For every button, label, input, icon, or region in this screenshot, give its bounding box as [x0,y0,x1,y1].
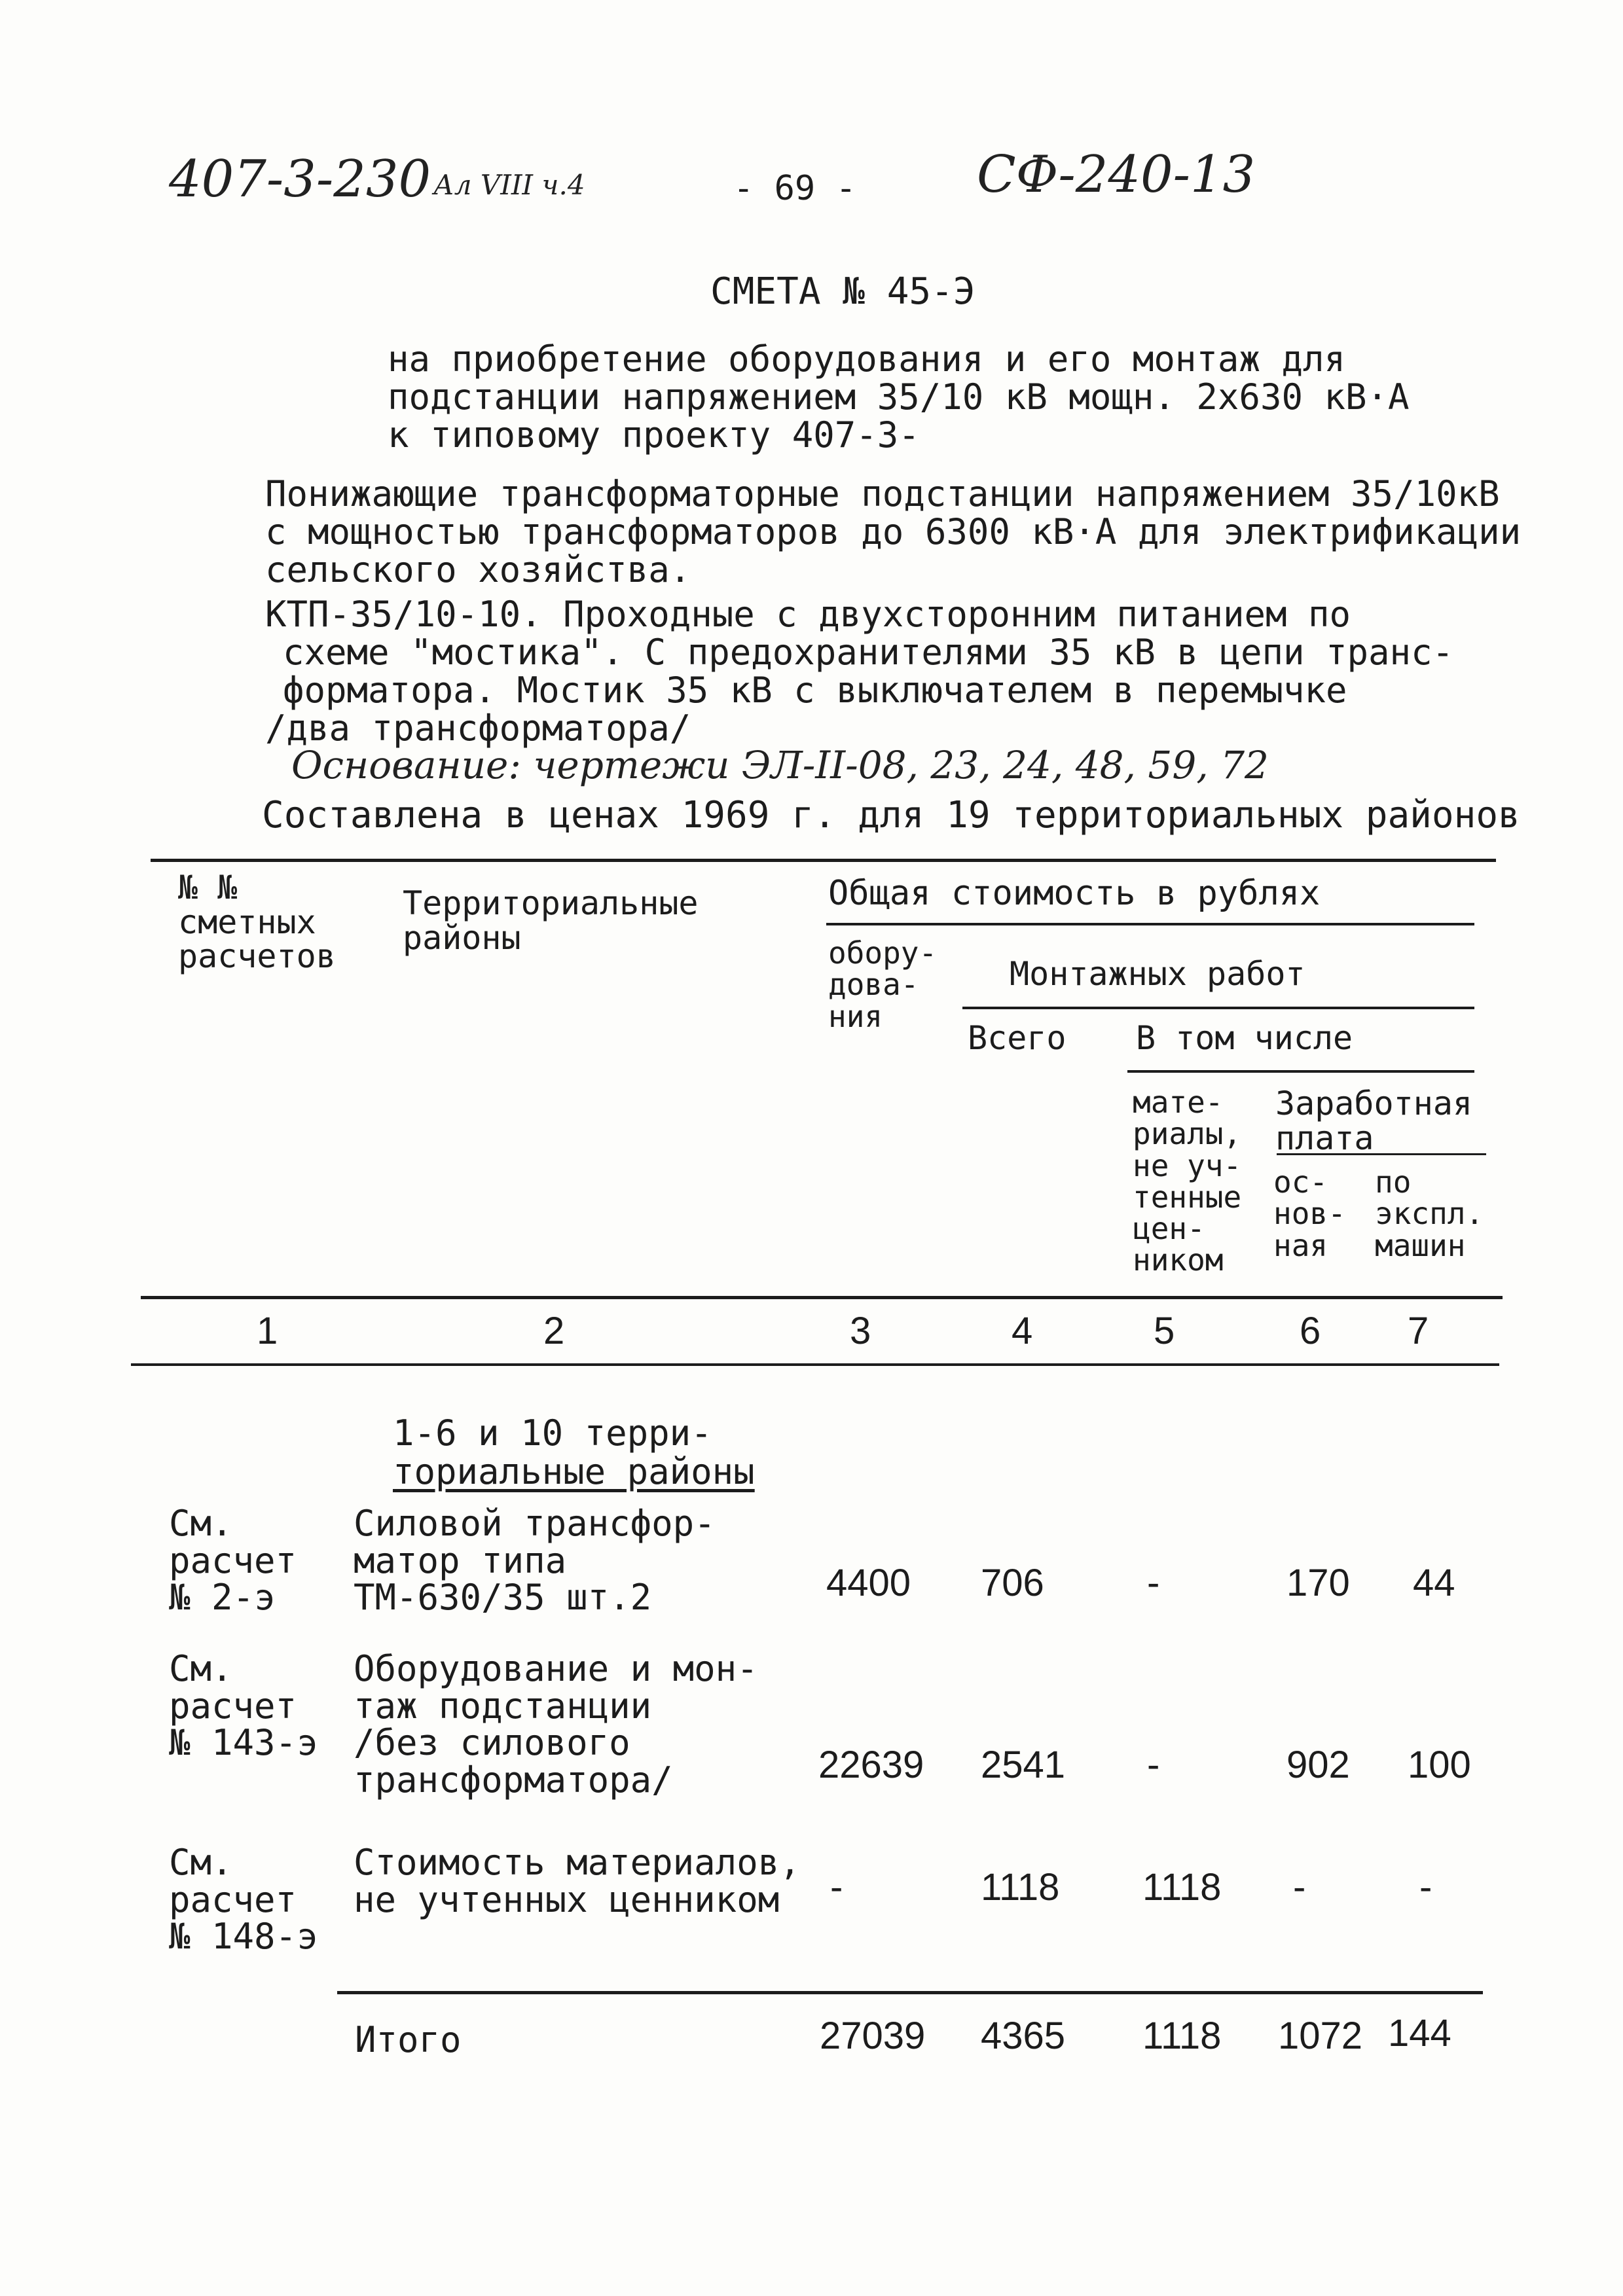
header-basic: ос- нов- ная [1273,1164,1346,1263]
row-name: Стоимость материалов, не учтенных ценником [354,1842,801,1920]
cell-equipment: 4400 [826,1562,911,1604]
subtitle-line-2: подстанции напряжением 35/10 кВ мощн. 2х630 кВ·А [388,376,1410,418]
section-title: 1-6 и 10 терри- ториальные районы [393,1412,755,1493]
header-including: В том числе [1136,1019,1353,1057]
basis-note: Основание: чертежи ЭЛ-II-08, 23, 24, 48, 59, 72 [291,743,1269,787]
prices-note: Составлена в ценах 1969 г. для 19 территориальных районов [262,794,1520,836]
cell-equipment: - [830,1866,843,1909]
totals-basic: 1072 [1278,2015,1363,2057]
row-name: Оборудование и мон- таж подстанции /без силового трансформатора/ [354,1648,758,1801]
doc-code-right: СФ-240-13 [977,145,1256,204]
row-ref: См. расчет № 143-э [169,1648,318,1764]
totals-materials: 1118 [1142,2015,1222,2057]
cell-machines: 44 [1413,1562,1455,1604]
totals-total: 4365 [981,2015,1066,2057]
table-top-rule [151,859,1496,862]
rule-before-total [337,1991,1483,1994]
cell-basic: - [1293,1866,1306,1909]
doc-code-suffix: Ал VIII ч.4 [433,169,585,201]
column-number-7: 7 [1408,1310,1429,1352]
cell-machines: 100 [1408,1744,1471,1786]
subtitle-line-3: к типовому проекту 407-3- [388,414,920,456]
rule-including [1127,1070,1474,1073]
cell-equipment: 22639 [818,1744,924,1786]
rule-header-bottom [141,1296,1503,1299]
row-name: Силовой трансфор- матор типа ТМ-630/35 шт.2 [354,1503,716,1619]
column-number-1: 1 [257,1310,278,1352]
page-number: - 69 - [733,169,856,208]
ktp-line-4: /два трансформатора/ [265,708,691,749]
cell-materials: - [1147,1562,1160,1604]
cell-materials: 1118 [1142,1866,1222,1909]
rule-total-cost [826,923,1474,925]
column-number-6: 6 [1300,1310,1321,1352]
cell-total: 2541 [981,1744,1066,1786]
description-line-3: сельского хозяйства. [265,549,691,590]
cell-materials: - [1147,1744,1160,1786]
totals-label: Итого [355,2019,462,2060]
header-installation: Монтажных работ [1010,955,1305,993]
header-col1: № № сметных расчетов [178,869,336,975]
cell-machines: - [1419,1866,1432,1909]
column-number-3: 3 [850,1310,871,1352]
header-materials: мате- риалы, не уч- тенные цен- ником [1133,1085,1242,1278]
cell-total: 706 [981,1562,1044,1604]
totals-equipment: 27039 [820,2015,926,2057]
column-number-2: 2 [543,1310,565,1352]
column-number-5: 5 [1154,1310,1175,1352]
header-total: Всего [968,1019,1067,1057]
header-machines: по экспл. машин [1375,1164,1484,1263]
ktp-line-1: КТП-35/10-10. Проходные с двухсторонним питанием по [265,594,1351,635]
description-line-1: Понижающие трансформаторные подстанции напряжением 35/10кВ [265,473,1500,514]
doc-code-left: 407-3-230 [169,150,431,209]
ktp-line-3: форматора. Мостик 35 кВ с выключателем в перемычке [283,670,1347,711]
cell-total: 1118 [981,1866,1060,1909]
cell-basic: 170 [1286,1562,1350,1604]
rule-column-numbers [131,1363,1499,1366]
row-ref: См. расчет № 2-э [169,1503,297,1619]
cell-basic: 902 [1286,1744,1350,1786]
description-line-2: с мощностью трансформаторов до 6300 кВ·А для электрификации [265,511,1522,552]
header-col2: Территориальные районы [403,884,699,957]
page-title: СМЕТА № 45-Э [710,270,976,313]
header-wages: Заработная плата [1275,1085,1473,1157]
row-ref: См. расчет № 148-э [169,1842,318,1958]
column-number-4: 4 [1012,1310,1033,1352]
totals-machines: 144 [1388,2012,1451,2054]
header-total-cost: Общая стоимость в рублях [828,874,1321,913]
header-equipment: обору- дова- ния [828,935,938,1034]
ktp-line-2: схеме "мостика". С предохранителями 35 кВ в цепи транс- [283,632,1454,673]
rule-installation [962,1007,1474,1009]
subtitle-line-1: на приобретение оборудования и его монтаж для [388,338,1345,380]
